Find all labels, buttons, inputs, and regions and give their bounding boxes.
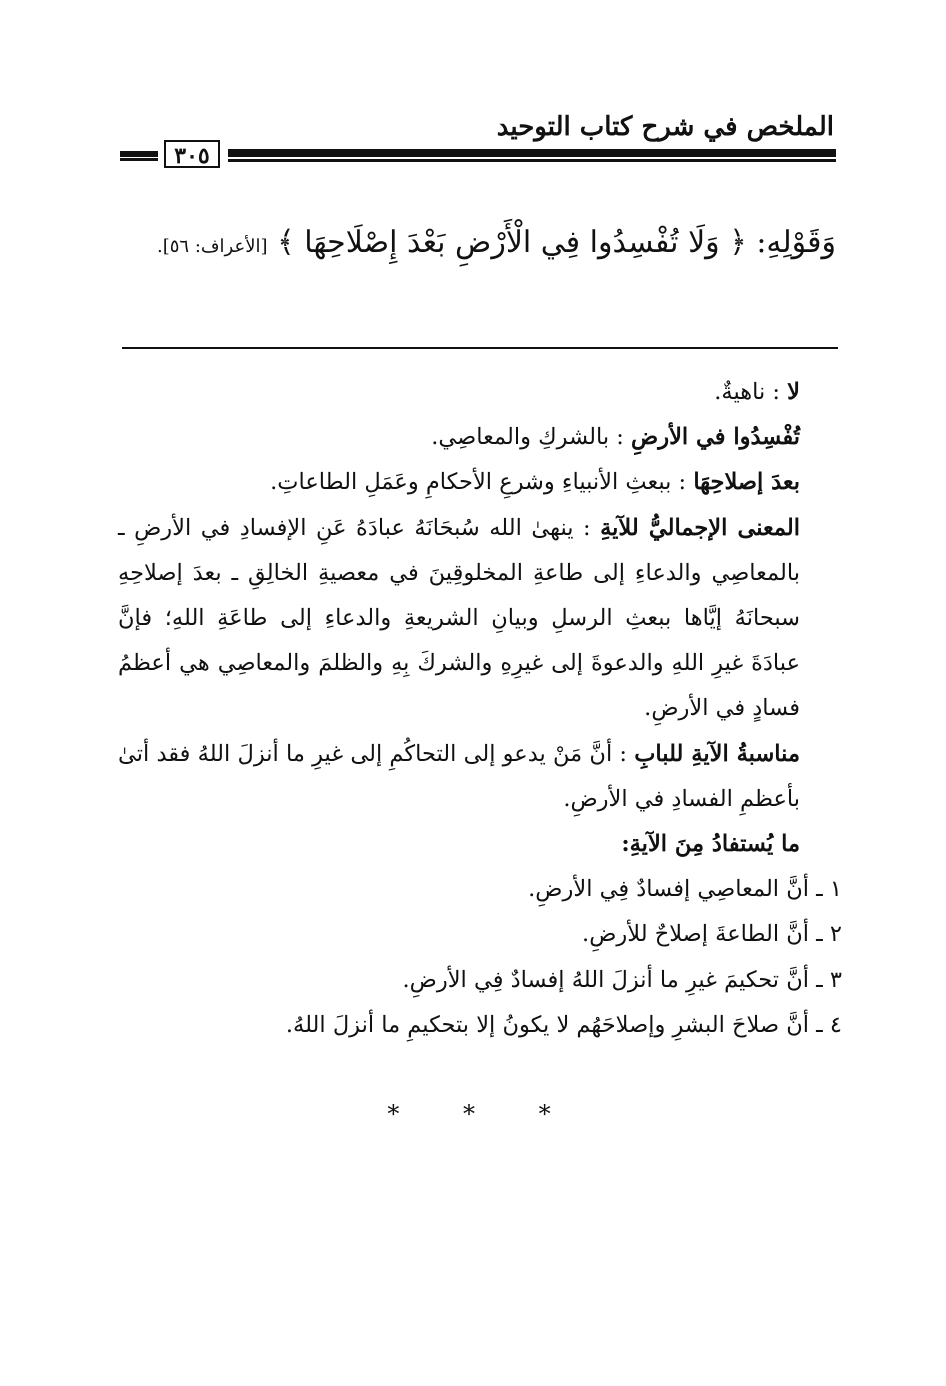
benefit-number: ١ ـ [816, 876, 842, 903]
running-header-title: الملخص في شرح كتاب التوحيد [496, 112, 834, 142]
header-rule-right [228, 149, 836, 162]
term-bad-islahiha: بعدَ إصلاحِهَا [693, 469, 800, 496]
benefit-text: أنَّ تحكيمَ غيرِ ما أنزلَ اللهُ إفسادٌ فِي الأرضِ. [402, 966, 809, 993]
benefit-item [118, 958, 842, 1003]
page-number: ٣٠٥ [164, 140, 220, 168]
def-la: : ناهيةٌ. [714, 379, 780, 405]
verse-text: ﴿ وَلَا تُفْسِدُوا فِي الْأَرْضِ بَعْدَ إِصْلَاحِهَا ﴾ [277, 225, 747, 260]
term-relevance: مناسبةُ الآيةِ للبابِ [634, 740, 801, 767]
benefits-heading: ما يُستفادُ مِنَ الآيةِ: [621, 831, 800, 858]
benefit-number: ٣ ـ [816, 966, 842, 993]
header-rule [120, 138, 836, 172]
term-la: لا [787, 379, 800, 405]
verse-intro: وَقَوْلِهِ: [756, 225, 836, 260]
quranic-verse [120, 212, 836, 278]
definition-la [118, 370, 842, 415]
benefit-item [118, 1003, 842, 1048]
general-meaning [118, 506, 842, 732]
relevance-to-chapter [118, 732, 842, 822]
def-bad-islahiha: : ببعثِ الأنبياءِ وشرعِ الأحكامِ وعَمَلِ الطاعاتِ. [270, 469, 687, 496]
benefits-list [118, 867, 842, 1048]
relevance-text: : أنَّ مَنْ يدعو إلى التحاكُمِ إلى غيرِ ما أنزلَ اللهُ فقد أتىٰ بأعظمِ الفسادِ في الأرضِ. [118, 740, 800, 812]
commentary-body [118, 370, 842, 1048]
def-tufsidu: : بالشركِ والمعاصِي. [431, 424, 624, 451]
benefit-number: ٤ ـ [816, 1011, 842, 1038]
term-general-meaning: المعنى الإجماليُّ للآيةِ [600, 514, 801, 541]
benefit-item [118, 867, 842, 912]
benefit-text: أنَّ الطاعةَ إصلاحٌ للأرضِ. [582, 921, 809, 948]
section-end-ornament: * * * [387, 1100, 579, 1128]
verse-reference: [الأعراف: ٥٦]. [157, 236, 268, 257]
section-separator [122, 347, 838, 349]
benefit-text: أنَّ صلاحَ البشرِ وإصلاحَهُم لا يكونُ إلا بتحكيمِ ما أنزلَ اللهُ. [285, 1011, 809, 1038]
definition-bad-islahiha [118, 460, 842, 505]
header-rule-left [120, 151, 158, 161]
term-tufsidu: تُفْسِدُوا في الأرضِ [631, 424, 800, 451]
benefit-text: أنَّ المعاصِي إفسادٌ فِي الأرضِ. [528, 876, 809, 903]
benefit-item [118, 912, 842, 957]
general-meaning-text: : ينهىٰ الله سُبحَانَهُ عبادَهُ عَنِ الإفسادِ في الأرضِ ـ بالمعاصِي والدعاءِ إلى طاعةِ المخلوقِينَ في معصيةِ الخالِقِ ـ بعدَ إصلاحِهِ سبحانَهُ إيَّاها ببعثِ الرسلِ وبيانِ الشريعةِ والدعاءِ إلى طاعَةِ اللهِ؛ فإنَّ عبادَةَ غيرِ اللهِ والدعوةَ إلى غيرِهِ والشركَ بِهِ والظلمَ والمعاصِي هي أعظمُ فسادٍ في الأرضِ. [118, 514, 800, 722]
benefit-number: ٢ ـ [816, 921, 842, 948]
definition-tufsidu [118, 415, 842, 460]
